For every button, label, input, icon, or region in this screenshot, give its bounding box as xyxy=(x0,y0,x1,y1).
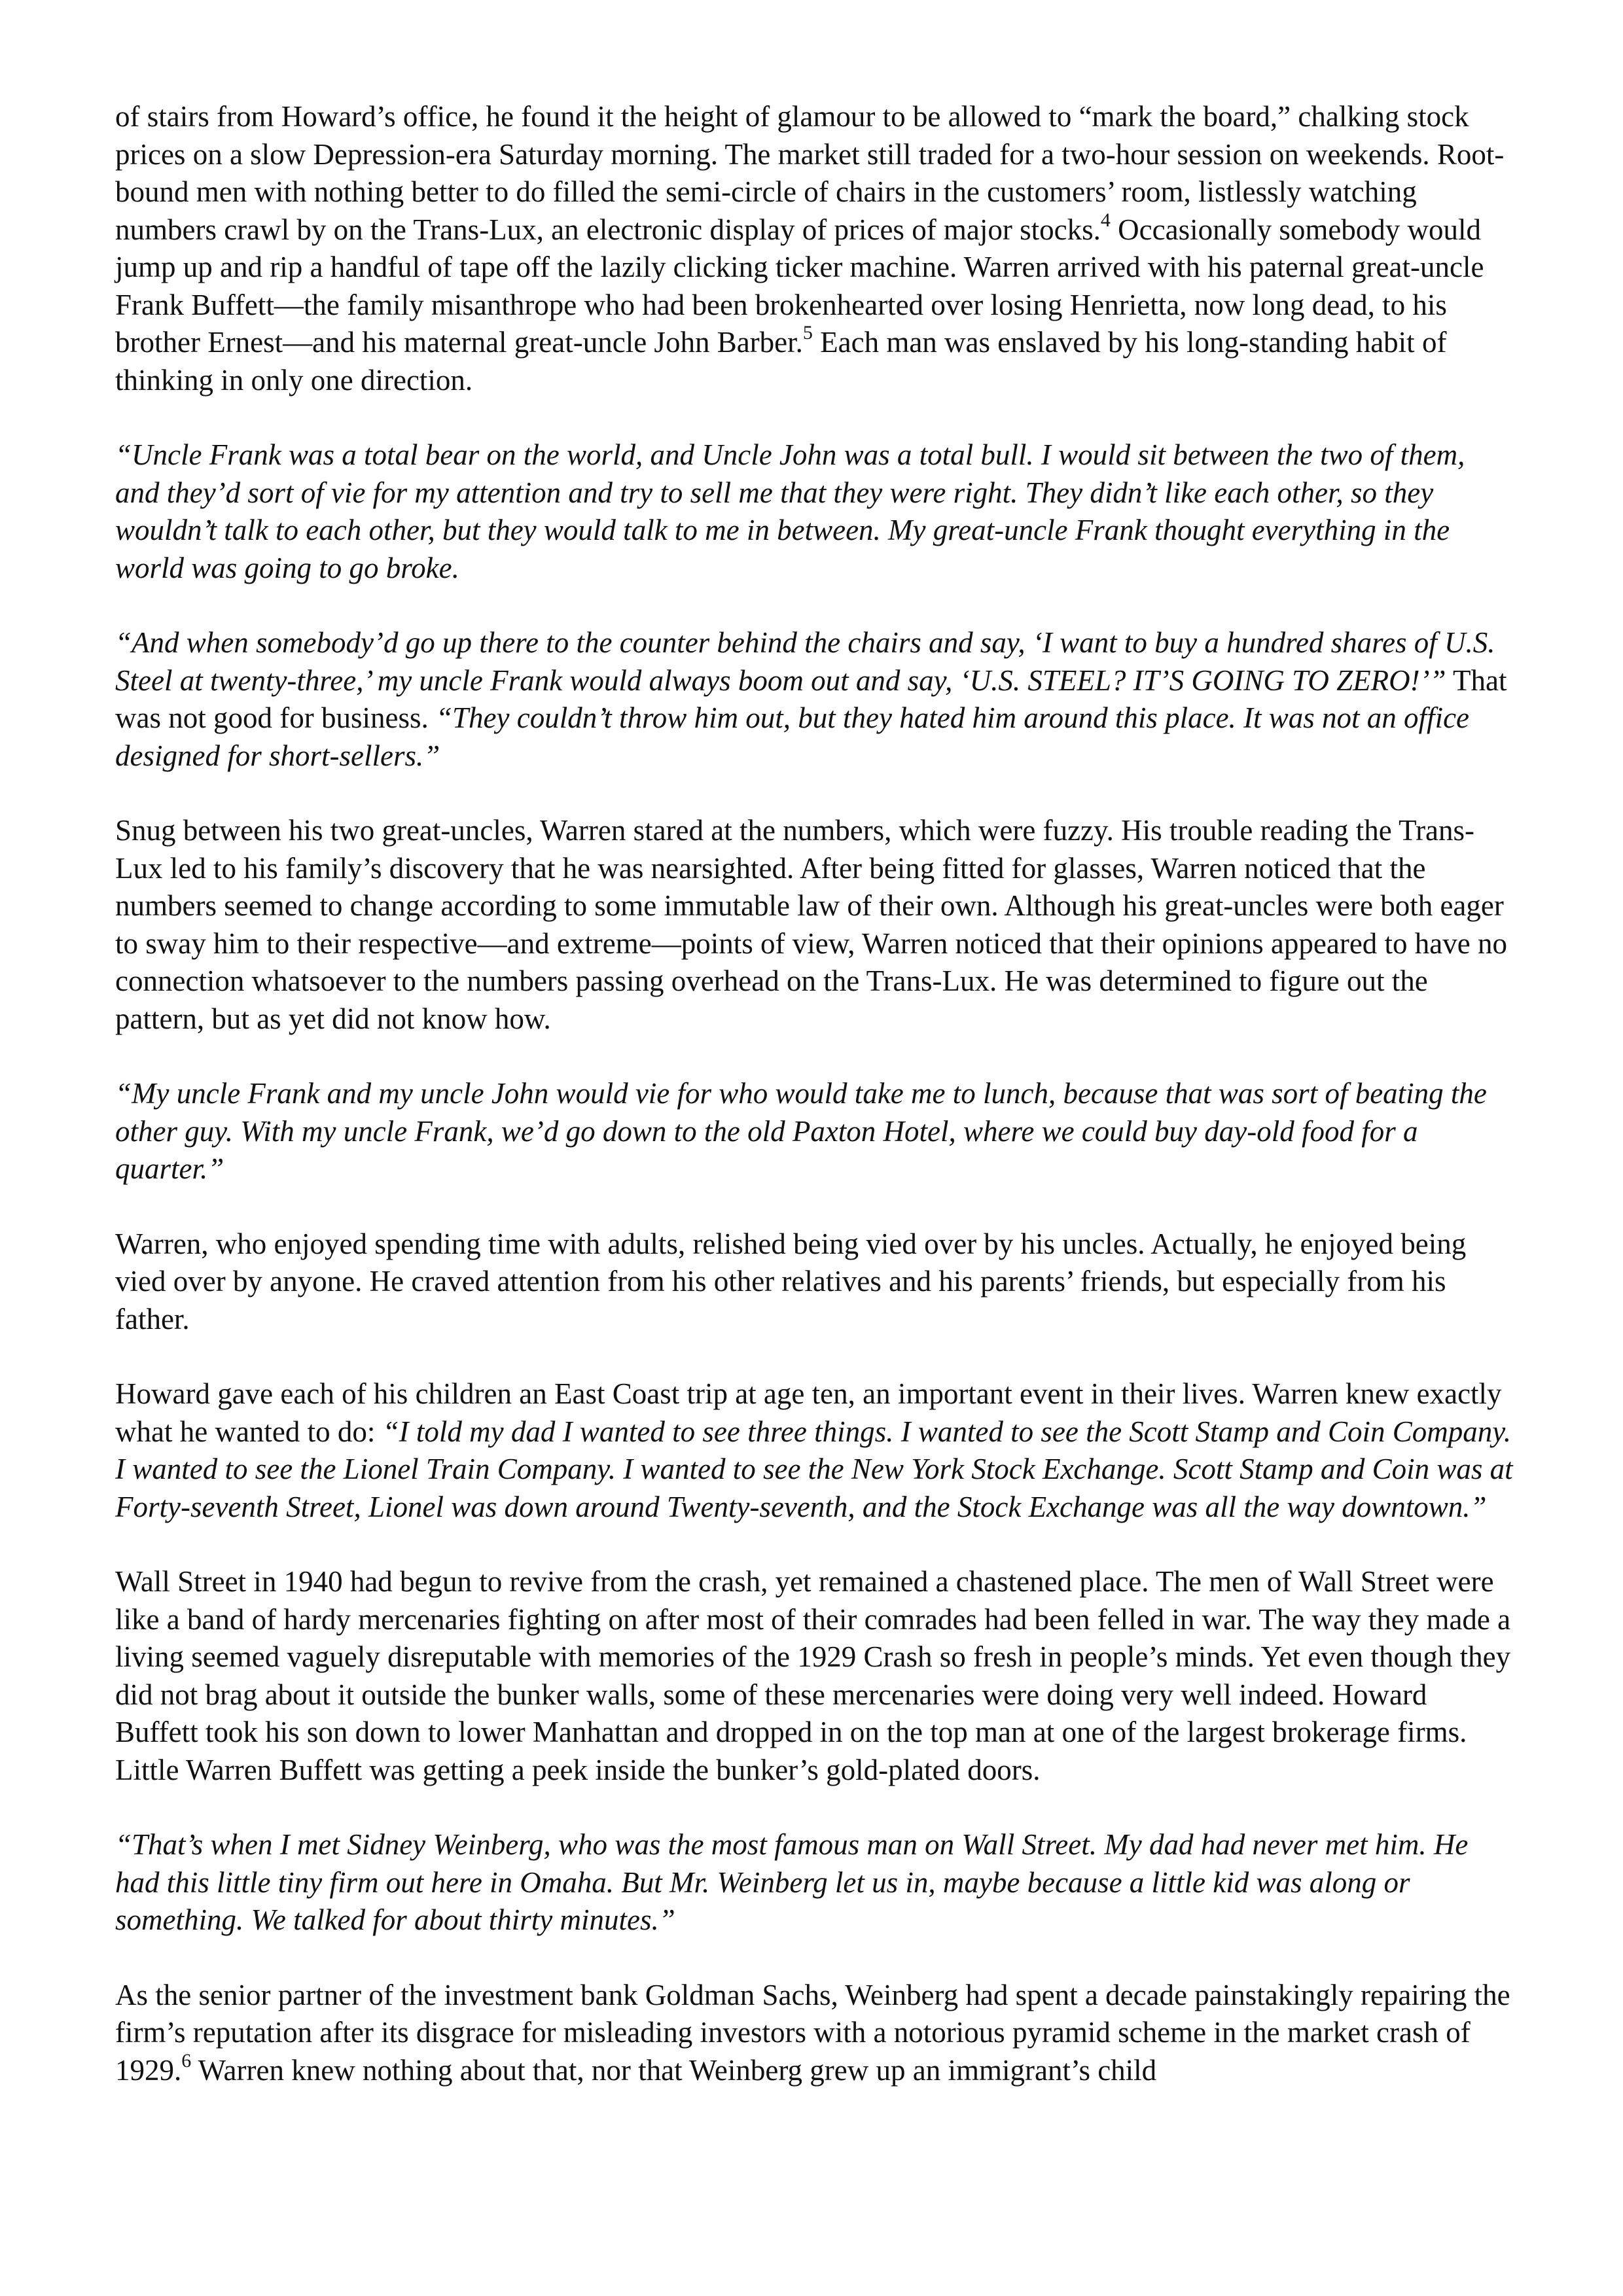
paragraph xyxy=(115,1226,1516,1339)
quoted-text: “My uncle Frank and my uncle John would vie for who would take me to lunch, because that was sort of beating the other guy. With my uncle Frank, we’d go down to the old Paxton Hotel, where we could buy day-old food for a quarter.” xyxy=(115,1077,1487,1185)
body-text: Snug between his two great-uncles, Warren stared at the numbers, which were fuzzy. His trouble reading the Trans-Lux led to his family’s discovery that he was nearsighted. After being fitted for glasses, Warren noticed that the numbers seemed to change according to some immutable law of their own. Although his great-uncles were both eager to sway him to their respective—and extreme—points of view, Warren noticed that their opinions appeared to have no connection whatsoever to the numbers passing overhead on the Trans-Lux. He was determined to figure out the pattern, but as yet did not know how. xyxy=(115,814,1507,1035)
quoted-text: “They couldn’t throw him out, but they hated him around this place. It was not an office designed for short-sellers.” xyxy=(115,701,1470,772)
body-text: of stairs from Howard’s office, he found it the height of glamour to be allowed to “mark the board,” chalking stock prices on a slow Depression-era Saturday morning. The market still traded for a two-hour session on weekends. Root-bound men with nothing better to do filled the semi-circle of chairs in the customers’ room, listlessly watching numbers crawl by on the Trans-Lux, an electronic display of prices of major stocks. xyxy=(115,100,1505,246)
footnote-marker: 6 xyxy=(181,2049,192,2072)
paragraph xyxy=(115,812,1516,1038)
body-text: Wall Street in 1940 had begun to revive from the crash, yet remained a chastened place. The men of Wall Street were like a band of hardy mercenaries fighting on after most of their comrades had been felled in war. The way they made a living seemed vaguely disreputable with memories of the 1929 Crash so fresh in people’s minds. Yet even though they did not brag about it outside the bunker walls, some of these mercenaries were doing very well indeed. Howard Buffett took his son down to lower Manhattan and dropped in on the top man at one of the largest brokerage firms. Little Warren Buffett was getting a peek inside the bunker’s gold-plated doors. xyxy=(115,1565,1511,1786)
paragraph xyxy=(115,1977,1516,2090)
quote-paragraph xyxy=(115,1826,1516,1939)
body-text: Warren knew nothing about that, nor that Weinberg grew up an immigrant’s child xyxy=(191,2053,1157,2087)
quoted-text: “That’s when I met Sidney Weinberg, who was the most famous man on Wall Street. My dad had never met him. He had this little tiny firm out here in Omaha. But Mr. Weinberg let us in, maybe because a little kid was along or something. We talked for about thirty minutes.” xyxy=(115,1828,1469,1936)
quoted-text: “Uncle Frank was a total bear on the world, and Uncle John was a total bull. I would sit between the two of them, and they’d sort of vie for my attention and try to sell me that they were right. They didn’t like each other, so they wouldn’t talk to each other, but they would talk to me in between. My great-uncle Frank thought everything in the world was going to go broke. xyxy=(115,438,1465,584)
body-text: Each man was enslaved by his long-standing habit of thinking in only one direction. xyxy=(115,326,1447,397)
footnote-marker: 4 xyxy=(1100,209,1111,231)
quote-paragraph xyxy=(115,436,1516,587)
document-page xyxy=(115,98,1516,2089)
body-text: Howard gave each of his children an East Coast trip at age ten, an important event in their lives. Warren knew exactly what he wanted to do: xyxy=(115,1377,1502,1448)
body-text: That was not good for business. xyxy=(115,663,1507,734)
quoted-text: “I told my dad I wanted to see three things. I wanted to see the Scott Stamp and Coin Company. I wanted to see the Lionel Train Company. I wanted to see the New York Stock Exchange. Scott Stamp and Coin was at Forty-seventh Street, Lionel was down around Twenty-seventh, and the Stock Exchange was all the way downtown.” xyxy=(115,1415,1513,1523)
quote-paragraph xyxy=(115,624,1516,775)
body-text: Occasionally somebody would jump up and rip a handful of tape off the lazily clicking ticker machine. Warren arrived with his paternal great-uncle Frank Buffett—the family misanthrope who had been brokenhearted over losing Henrietta, now long dead, to his brother Ernest—and his maternal great-uncle John Barber. xyxy=(115,213,1484,359)
paragraph xyxy=(115,1563,1516,1789)
quoted-text: “And when somebody’d go up there to the counter behind the chairs and say, ‘I want to buy a hundred shares of U.S. Steel at twenty-three,’ my uncle Frank would always boom out and say, ‘U.S. STEEL? IT’S GOING TO ZERO!’” xyxy=(115,626,1495,697)
body-text: As the senior partner of the investment bank Goldman Sachs, Weinberg had spent a decade painstakingly repairing the firm’s reputation after its disgrace for misleading investors with a notorious pyramid scheme in the market crash of 1929. xyxy=(115,1978,1510,2087)
footnote-marker: 5 xyxy=(802,322,813,344)
paragraph xyxy=(115,98,1516,399)
paragraph xyxy=(115,1375,1516,1526)
body-text: Warren, who enjoyed spending time with adults, relished being vied over by his uncles. Actually, he enjoyed being vied over by anyone. He craved attention from his other relatives and his parents’ friends, but especially from his father. xyxy=(115,1227,1467,1335)
quote-paragraph xyxy=(115,1075,1516,1188)
